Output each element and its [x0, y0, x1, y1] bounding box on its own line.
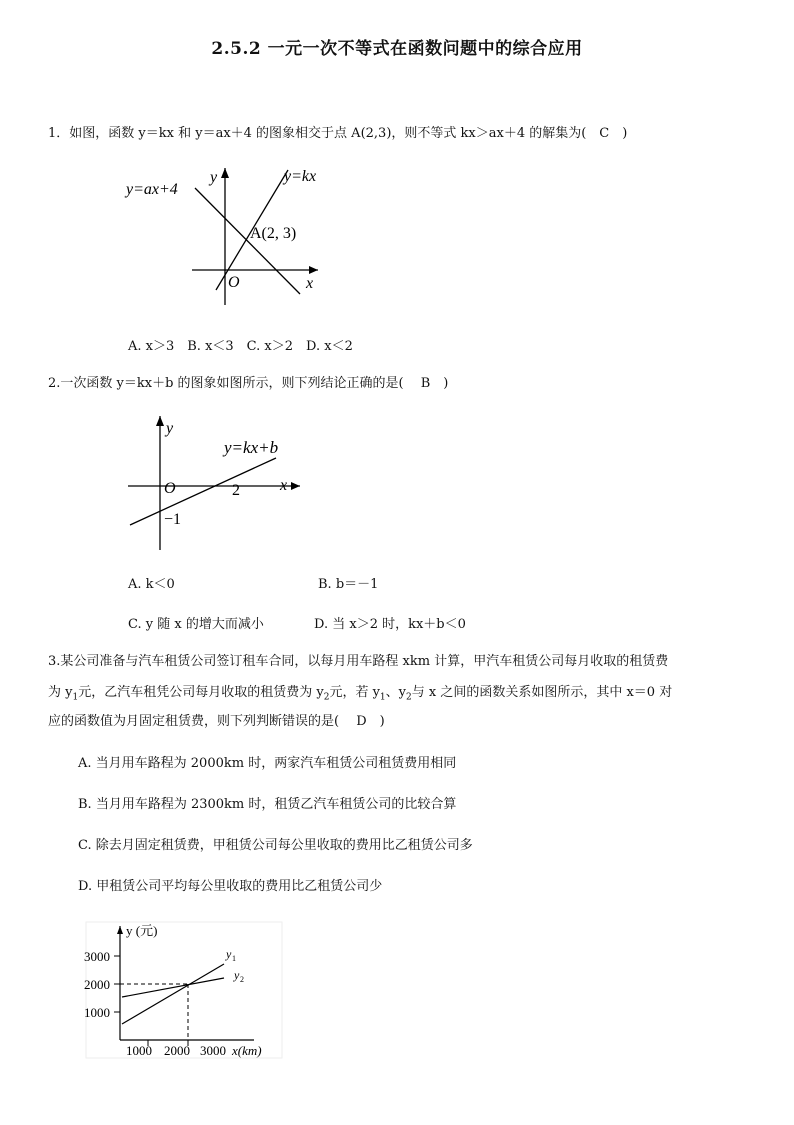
- question-3-option-b: B. 当月用车路程为 2300km 时，租赁乙汽车租赁公司的比较合算: [78, 797, 457, 812]
- series-1-label: y: [226, 947, 232, 961]
- question-1-stem: 1．如图，函数 y＝kx 和 y＝ax＋4 的图象相交于点 A(2,3)，则不等式 kx＞ax＋4 的解集为( C ): [48, 126, 628, 141]
- label-x: x: [306, 275, 314, 292]
- q3-sub: 2: [323, 692, 330, 703]
- q3-sub: 1: [72, 692, 79, 703]
- x-tick-label: 1000: [126, 1043, 152, 1058]
- question-2-option-d: D. 当 x＞2 时，kx＋b＜0: [314, 617, 466, 632]
- figure-frame: [86, 922, 282, 1058]
- question-2-option-c: C. y 随 x 的增大而减小: [128, 617, 264, 632]
- series-1-sub: 1: [232, 954, 236, 963]
- label-y-tick: −1: [164, 511, 182, 528]
- page-title: 2.5.2 一元一次不等式在函数问题中的综合应用: [211, 39, 583, 59]
- series-2-label: y: [234, 968, 240, 982]
- y-axis-arrow: [221, 168, 229, 178]
- question-3-option-d: D. 甲租赁公司平均每公里收取的费用比乙租赁公司少: [78, 879, 383, 894]
- label-origin: O: [164, 480, 176, 497]
- x-axis-arrow: [309, 266, 318, 274]
- label-line2: y=kx: [284, 168, 317, 185]
- question-2-option-b: B. b＝－1: [318, 577, 379, 592]
- label-point-a: A(2, 3): [250, 225, 297, 242]
- label-origin: O: [228, 274, 240, 291]
- q3-text: 元，若 y: [329, 685, 380, 700]
- q3-text: 、y: [385, 685, 407, 700]
- y-axis-arrow: [156, 416, 164, 426]
- q3-text: 为 y: [48, 685, 73, 700]
- label-x: x: [280, 477, 288, 494]
- x-tick-label: 2000: [164, 1043, 190, 1058]
- q3-sub: 1: [379, 692, 386, 703]
- x-tick-label: 3000: [200, 1043, 226, 1058]
- question-1-figure: [118, 160, 338, 310]
- y-tick-label: 2000: [84, 977, 110, 992]
- question-1-options: A. x＞3 B. x＜3 C. x＞2 D. x＜2: [128, 339, 353, 354]
- y-axis-label: y (元): [126, 923, 158, 938]
- question-2-stem: 2.一次函数 y＝kx＋b 的图象如图所示，则下列结论正确的是( B ): [48, 376, 449, 391]
- q3-text: 元，乙汽车租凭公司每月收取的租赁费为 y: [78, 685, 324, 700]
- q3-text: 与 x 之间的函数关系如图所示，其中 x＝0 对: [411, 685, 673, 700]
- line-kx-plus-b: [130, 458, 276, 525]
- label-x-tick: 2: [232, 482, 240, 499]
- question-3-line-2: [48, 683, 672, 708]
- x-axis-arrow: [291, 482, 300, 490]
- y-tick-label: 3000: [84, 949, 110, 964]
- question-3-line-3: 应的函数值为月固定租赁费，则下列判断错误的是( D ): [48, 714, 385, 729]
- q3-sub: 2: [406, 692, 412, 703]
- x-axis-label: x(km): [232, 1043, 262, 1058]
- label-y: y: [166, 420, 174, 437]
- label-line: y=kx+b: [224, 438, 279, 457]
- question-3-option-c: C. 除去月固定租赁费，甲租赁公司每公里收取的费用比乙租赁公司多: [78, 838, 473, 853]
- question-3-figure: [84, 920, 284, 1060]
- series-2-sub: 2: [240, 975, 244, 984]
- question-3-line-1: 3.某公司准备与汽车租赁公司签订租车合同，以每月用车路程 xkm 计算，甲汽车租赁公司每月收取的租赁费: [48, 654, 669, 669]
- question-2-option-a: A. k＜0: [128, 577, 175, 592]
- label-line1: y=ax+4: [126, 181, 178, 198]
- label-y: y: [210, 169, 218, 186]
- question-2-figure: [120, 410, 310, 555]
- question-3-option-a: A. 当月用车路程为 2000km 时，两家汽车租赁公司租赁费用相同: [78, 756, 457, 771]
- y-tick-label: 1000: [84, 1005, 110, 1020]
